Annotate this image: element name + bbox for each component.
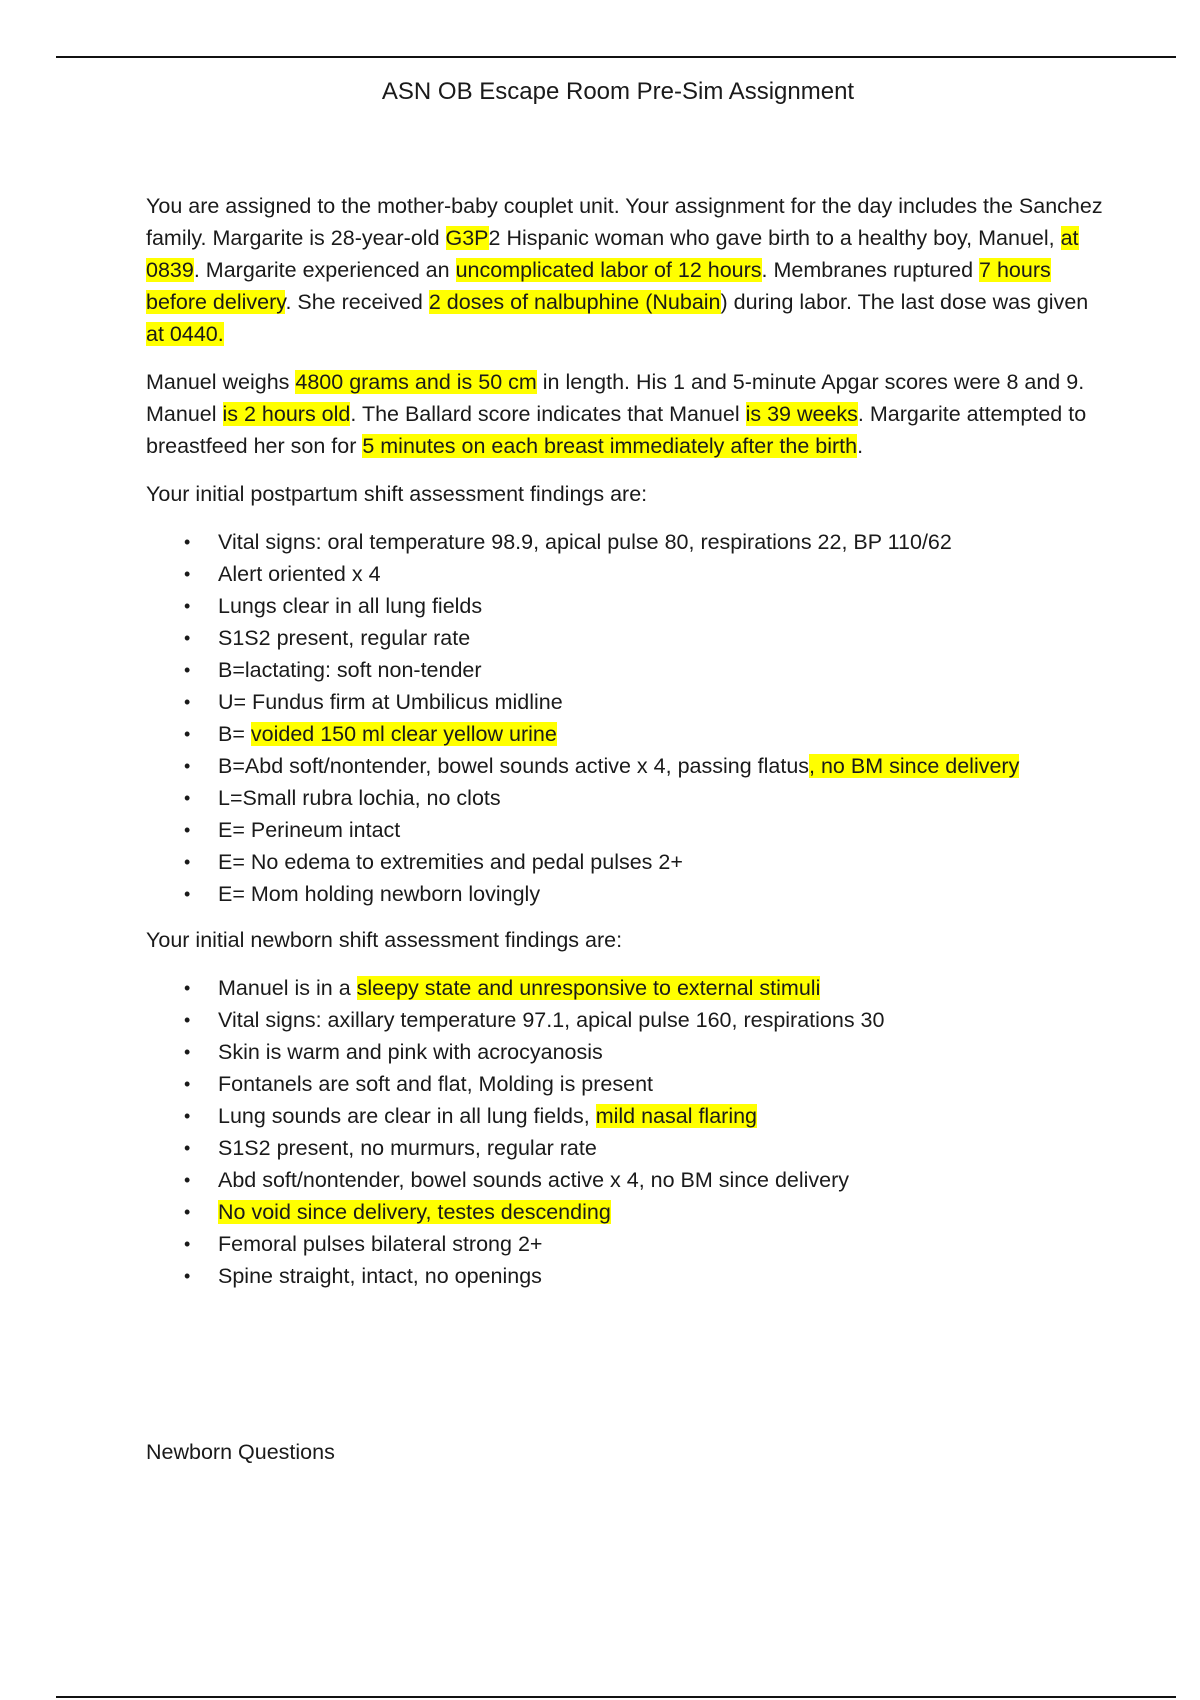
- newborn-paragraph: [146, 366, 1106, 462]
- text-segment: Manuel weighs: [146, 370, 296, 394]
- text-segment: U= Fundus firm at Umbilicus midline: [218, 690, 563, 714]
- text-segment: Manuel is in a: [218, 976, 357, 1000]
- highlighted-text: 5 minutes on each breast immediately after the birth: [362, 434, 858, 458]
- bullet-icon: •: [184, 1138, 191, 1158]
- text-segment: E= Mom holding newborn lovingly: [218, 882, 541, 906]
- finding-item: [146, 686, 1106, 718]
- finding-item: [146, 1228, 1106, 1260]
- bullet-icon: •: [184, 628, 191, 648]
- text-segment: Vital signs: oral temperature 98.9, apical pulse 80, respirations 22, BP 110/62: [218, 530, 952, 554]
- highlighted-text: at 0839: [146, 226, 1079, 282]
- newborn-questions-heading: Newborn Questions: [146, 1440, 335, 1464]
- text-segment: . She received: [285, 290, 429, 314]
- highlighted-text: uncomplicated labor of 12 hours: [455, 258, 762, 282]
- text-segment: B=Abd soft/nontender, bowel sounds active x 4, passing flatus: [218, 754, 810, 778]
- highlighted-text: mild nasal flaring: [595, 1104, 758, 1128]
- text-segment: Abd soft/nontender, bowel sounds active x 4, no BM since delivery: [218, 1168, 850, 1192]
- bullet-icon: •: [184, 596, 191, 616]
- finding-item: [146, 622, 1106, 654]
- bullet-icon: •: [184, 1010, 191, 1030]
- finding-item: [146, 1068, 1106, 1100]
- text-segment: Spine straight, intact, no openings: [218, 1264, 542, 1288]
- document-title: ASN OB Escape Room Pre-Sim Assignment: [381, 78, 855, 105]
- highlighted-text: is 2 hours old: [222, 402, 351, 426]
- finding-item: [146, 750, 1106, 782]
- bullet-icon: •: [184, 978, 191, 998]
- text-segment: Alert oriented x 4: [218, 562, 381, 586]
- finding-item: [146, 1196, 1106, 1228]
- newborn-heading: Your initial newborn shift assessment findings are:: [146, 928, 623, 952]
- finding-item: [146, 1100, 1106, 1132]
- bullet-icon: •: [184, 1170, 191, 1190]
- bullet-icon: •: [184, 756, 191, 776]
- bullet-icon: •: [184, 724, 191, 744]
- text-segment: 2 Hispanic woman who gave birth to a healthy boy, Manuel,: [488, 226, 1061, 250]
- text-segment: S1S2 present, no murmurs, regular rate: [218, 1136, 597, 1160]
- bullet-icon: •: [184, 1202, 191, 1222]
- footer-rule: [56, 1696, 1176, 1698]
- bullet-icon: •: [184, 1106, 191, 1126]
- text-segment: Vital signs: axillary temperature 97.1, apical pulse 160, respirations 30: [218, 1008, 885, 1032]
- bullet-icon: •: [184, 820, 191, 840]
- newborn-findings-list: [146, 972, 1106, 1292]
- finding-item: [146, 878, 1106, 910]
- text-segment: L=Small rubra lochia, no clots: [218, 786, 501, 810]
- text-segment: E= Perineum intact: [218, 818, 401, 842]
- finding-item: [146, 654, 1106, 686]
- highlighted-text: 2 doses of nalbuphine (Nubain: [428, 290, 721, 314]
- text-segment: You are assigned to the mother-baby couplet unit. Your assignment for the day includes the Sanchez family. Margarite is 28-year-old: [146, 194, 1103, 250]
- text-segment: . The Ballard score indicates that Manuel: [350, 402, 746, 426]
- finding-item: [146, 782, 1106, 814]
- text-segment: . Margarite attempted to breastfeed her son for: [146, 402, 1087, 458]
- text-segment: Lungs clear in all lung fields: [218, 594, 483, 618]
- text-segment: ) during labor. The last dose was given: [720, 290, 1089, 314]
- highlighted-text: 7 hours before delivery: [146, 258, 1051, 314]
- text-segment: . Membranes ruptured: [761, 258, 980, 282]
- finding-item: [146, 590, 1106, 622]
- bullet-icon: •: [184, 852, 191, 872]
- bullet-icon: •: [184, 788, 191, 808]
- postpartum-findings-list: [146, 526, 1106, 910]
- finding-item: [146, 846, 1106, 878]
- bullet-icon: •: [184, 660, 191, 680]
- bullet-icon: •: [184, 1234, 191, 1254]
- finding-item: [146, 558, 1106, 590]
- highlighted-text: , no BM since delivery: [809, 754, 1020, 778]
- highlighted-text: G3P: [445, 226, 489, 250]
- bullet-icon: •: [184, 1266, 191, 1286]
- text-segment: Skin is warm and pink with acrocyanosis: [218, 1040, 603, 1064]
- highlighted-text: voided 150 ml clear yellow urine: [250, 722, 557, 746]
- text-segment: Lung sounds are clear in all lung fields,: [218, 1104, 596, 1128]
- finding-item: [146, 972, 1106, 1004]
- bullet-icon: •: [184, 564, 191, 584]
- bullet-icon: •: [184, 692, 191, 712]
- text-segment: S1S2 present, regular rate: [218, 626, 471, 650]
- text-segment: Femoral pulses bilateral strong 2+: [218, 1232, 543, 1256]
- header-rule: [56, 56, 1176, 58]
- finding-item: [146, 1132, 1106, 1164]
- intro-paragraph: [146, 190, 1106, 350]
- finding-item: [146, 1004, 1106, 1036]
- bullet-icon: •: [184, 1042, 191, 1062]
- document-body: [146, 190, 1106, 1306]
- finding-item: [146, 1036, 1106, 1068]
- finding-item: [146, 526, 1106, 558]
- bullet-icon: •: [184, 884, 191, 904]
- finding-item: [146, 1260, 1106, 1292]
- finding-item: [146, 814, 1106, 846]
- highlighted-text: at 0440.: [146, 322, 224, 346]
- highlighted-text: No void since delivery, testes descending: [218, 1200, 611, 1224]
- highlighted-text: 4800 grams and is 50 cm: [295, 370, 537, 394]
- bullet-icon: •: [184, 1074, 191, 1094]
- finding-item: [146, 1164, 1106, 1196]
- text-segment: . Margarite experienced an: [193, 258, 456, 282]
- text-segment: E= No edema to extremities and pedal pulses 2+: [218, 850, 683, 874]
- text-segment: B=: [218, 722, 251, 746]
- text-segment: in length. His 1 and 5-minute Apgar scores were 8 and 9. Manuel: [146, 370, 1085, 426]
- bullet-icon: •: [184, 532, 191, 552]
- finding-item: [146, 718, 1106, 750]
- highlighted-text: is 39 weeks: [745, 402, 858, 426]
- highlighted-text: sleepy state and unresponsive to external stimuli: [356, 976, 821, 1000]
- text-segment: .: [857, 434, 864, 458]
- text-segment: B=lactating: soft non-tender: [218, 658, 482, 682]
- text-segment: Fontanels are soft and flat, Molding is present: [218, 1072, 654, 1096]
- postpartum-heading: Your initial postpartum shift assessment findings are:: [146, 482, 648, 506]
